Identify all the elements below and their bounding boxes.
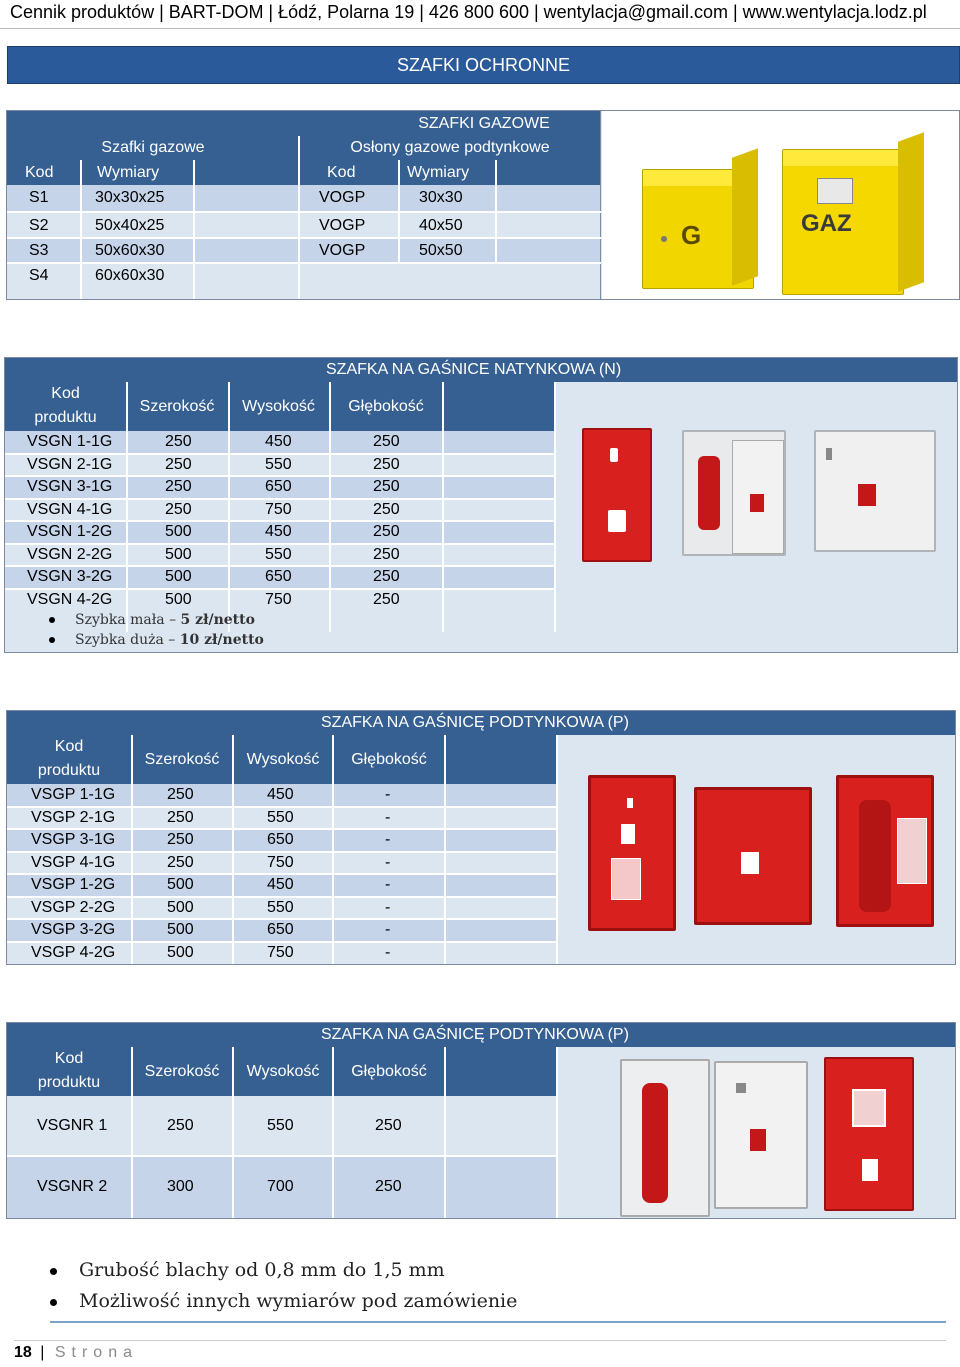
- bullet-rule: [50, 1321, 946, 1323]
- vsgn-cell: VSGN 2-1G: [27, 455, 113, 473]
- vsgp-cell: 550: [267, 898, 294, 916]
- vsgnr-h-kod: [7, 1047, 131, 1096]
- gas-cell: VOGP: [319, 242, 366, 259]
- gas-cell: S1: [29, 189, 49, 206]
- vsgnr-cell: VSGNR 2: [37, 1178, 108, 1195]
- vsgn-cell: 250: [165, 433, 192, 450]
- note-text: Szybka duża –: [75, 632, 180, 648]
- gas-section: [6, 110, 960, 300]
- vsgp-row-divider: [7, 941, 557, 943]
- vsgn-cell: 250: [373, 590, 400, 608]
- vsgn-cell: 250: [373, 545, 400, 563]
- white-cabinet-image: [714, 1061, 808, 1209]
- vsgp-cell: VSGP 1-1G: [31, 786, 116, 803]
- vsgnr-h-sz: Szerokość: [131, 1047, 233, 1096]
- vsgnr-cell: 300: [167, 1178, 194, 1195]
- vsgn-cell: 250: [373, 500, 400, 518]
- vsgp-h-sz: Szerokość: [131, 735, 233, 784]
- vsgn-cell: 550: [265, 455, 292, 473]
- vsgn-cell: 250: [165, 455, 192, 473]
- vsgn-section: [4, 357, 958, 653]
- gas-col-kod2: Kod: [299, 160, 399, 185]
- vsgp-cell: 250: [167, 831, 194, 848]
- vsgn-cell: VSGN 1-2G: [27, 523, 113, 540]
- header-rule: [0, 28, 960, 29]
- vsgn-cell: 250: [373, 478, 400, 495]
- gas-title: SZAFKI GAZOWE: [7, 111, 601, 136]
- vsgp-cell: 500: [167, 898, 194, 916]
- vsgn-cell: 250: [373, 523, 400, 540]
- vsgp-cell: 750: [267, 943, 294, 961]
- label-gaz: GAZ: [801, 210, 852, 237]
- note-price: 10 zł/netto: [179, 632, 264, 648]
- vsgp-section: [6, 710, 956, 965]
- vsgp-cell: -: [385, 943, 391, 961]
- gas-cell: 50x50: [419, 242, 463, 259]
- gas-col-kod: Kod: [7, 160, 81, 185]
- gas-cell: 40x50: [419, 217, 463, 234]
- vsgn-note-2: [49, 632, 264, 648]
- vsgp-cell: 250: [167, 786, 194, 803]
- vsgp-cell: 450: [267, 786, 294, 803]
- vsgn-cell: 450: [265, 523, 292, 540]
- vsgn-note-1: [49, 612, 255, 628]
- vsgn-cell: 250: [373, 568, 400, 585]
- bullet-icon: [50, 1299, 57, 1306]
- vsgn-cell: VSGN 4-1G: [27, 500, 113, 518]
- vsgp-cell: VSGP 3-2G: [31, 921, 116, 938]
- gas-right-title: Osłony gazowe podtynkowe: [299, 136, 601, 160]
- red-flush-cabinet-image: [588, 775, 676, 931]
- gas-cell: 60x60x30: [95, 267, 165, 284]
- white-open-cabinet-image: [682, 430, 786, 556]
- vsgn-cell: 250: [373, 433, 400, 450]
- label-g: G: [681, 220, 702, 250]
- vsgn-cell: 250: [373, 455, 400, 473]
- vsgp-cell: -: [385, 921, 391, 938]
- vsgn-cell: VSGN 2-2G: [27, 545, 113, 563]
- vsgp-row-divider: [7, 918, 557, 920]
- vsgp-cell: -: [385, 898, 391, 916]
- vsgn-cell: 250: [165, 478, 192, 495]
- vsgp-row-divider: [7, 896, 557, 898]
- vsgn-cell: 500: [165, 568, 192, 585]
- red-cabinet-image: [824, 1057, 914, 1211]
- vsgp-cell: 750: [267, 853, 294, 871]
- vsgn-cell: 550: [265, 545, 292, 563]
- vsgnr-cell: 550: [267, 1117, 294, 1134]
- vsgn-title: SZAFKA NA GAŚNICE NATYNKOWA (N): [5, 358, 957, 382]
- vsgp-cell: 650: [267, 831, 294, 848]
- gas-cell: 50x40x25: [95, 217, 165, 234]
- vsgnr-cell: 700: [267, 1178, 294, 1195]
- vsgp-cell: VSGP 4-2G: [31, 943, 116, 961]
- gas-cell: 50x60x30: [95, 242, 165, 259]
- vsgn-h-kod-line2: produktu: [34, 409, 97, 426]
- vsgn-cell: 750: [265, 500, 292, 518]
- gas-left-title: Szafki gazowe: [7, 136, 299, 160]
- vsgp-cell: -: [385, 876, 391, 893]
- vsgp-cell: VSGP 2-2G: [31, 898, 116, 916]
- vsgp-h-kod: [7, 735, 131, 784]
- vsgn-cell: VSGN 1-1G: [27, 433, 113, 450]
- vsgp-h-gl: Głębokość: [333, 735, 445, 784]
- vsgnr-h-empty: [445, 1047, 557, 1096]
- gas-cell: VOGP: [319, 189, 366, 206]
- vsgn-cell: VSGN 3-1G: [27, 478, 113, 495]
- footer-separator: |: [40, 1344, 45, 1361]
- vsgnr-cell: 250: [167, 1117, 194, 1134]
- vsgn-row-divider: [5, 543, 555, 545]
- vsgn-h-gl: Głębokość: [329, 382, 443, 431]
- vsgp-cell: 250: [167, 808, 194, 826]
- vsgp-row-divider: [7, 851, 557, 853]
- white-open-cabinet-image: [620, 1059, 710, 1217]
- vsgn-h-wy: Wysokość: [228, 382, 329, 431]
- vsgn-cell: 500: [165, 545, 192, 563]
- vsgp-h-wy: Wysokość: [233, 735, 333, 784]
- red-cabinet-image: [582, 428, 652, 562]
- bullet-text: Możliwość innych wymiarów pod zamówienie: [79, 1290, 518, 1312]
- vsgp-h-kod-line2: produktu: [37, 762, 101, 779]
- vsgp-row-divider: [7, 828, 557, 830]
- vsgp-cell: -: [385, 808, 391, 826]
- gas-image-area: [602, 111, 959, 299]
- vsgn-row-divider: [5, 475, 555, 477]
- white-cabinet-image: [814, 430, 936, 552]
- red-flush-cabinet-image: [836, 775, 934, 927]
- note-text: Szybka mała –: [75, 612, 181, 628]
- vsgn-row-divider: [5, 498, 555, 500]
- vsgn-image-area: [556, 382, 957, 632]
- gas-col-wym2: Wymiary: [399, 160, 601, 185]
- vsgp-row-divider: [7, 873, 557, 875]
- note-price: 5 zł/netto: [180, 612, 255, 628]
- vsgn-row-divider: [5, 565, 555, 567]
- vsgn-cell: 650: [265, 478, 292, 495]
- vsgn-cell: 250: [165, 500, 192, 518]
- vsgp-cell: VSGP 1-2G: [31, 876, 116, 893]
- page-footer: [14, 1344, 138, 1362]
- vsgn-h-empty: [443, 382, 555, 431]
- vsgp-cell: VSGP 3-1G: [31, 831, 116, 848]
- vsgn-cell: VSGN 4-2G: [27, 590, 113, 608]
- vsgn-cell: 450: [265, 433, 292, 450]
- vsgp-cell: 500: [167, 876, 194, 893]
- footer-rule: [14, 1340, 946, 1341]
- page-header: Cennik produktów | BART-DOM | Łódź, Polarna 19 | 426 800 600 | wentylacja@gmail.com | www.wentylacja.lodz.pl: [10, 2, 927, 22]
- vsgn-h-sz: Szerokość: [126, 382, 228, 431]
- vsgp-image-area: [558, 735, 955, 964]
- gas-cell: S2: [29, 217, 49, 234]
- bullet-icon: [50, 1268, 57, 1275]
- vsgnr-image-area: [558, 1047, 955, 1218]
- vsgp-title: SZAFKA NA GAŚNICĘ PODTYNKOWA (P): [7, 711, 955, 735]
- vsgp-h-empty: [445, 735, 557, 784]
- vsgn-h-kod: [5, 382, 126, 431]
- vsgp-cell: 650: [267, 921, 294, 938]
- bullet-text: Grubość blachy od 0,8 mm do 1,5 mm: [79, 1259, 445, 1281]
- bullet-line-1: [50, 1259, 445, 1281]
- vsgn-cell: 650: [265, 568, 292, 585]
- gas-cell: S3: [29, 242, 49, 259]
- vsgp-cell: 450: [267, 876, 294, 893]
- vsgnr-section: [6, 1022, 956, 1219]
- gas-col-wym: Wymiary: [81, 160, 299, 185]
- bullet-icon: [49, 637, 55, 643]
- vsgnr-cell: 250: [375, 1178, 402, 1195]
- vsgn-row-divider: [5, 520, 555, 522]
- vsgp-row-divider: [7, 806, 557, 808]
- vsgnr-cell: VSGNR 1: [37, 1117, 108, 1134]
- vsgnr-h-kod-line1: Kod: [54, 1050, 84, 1067]
- vsgp-cell: 500: [167, 921, 194, 938]
- vsgn-cell: 500: [165, 523, 192, 540]
- vsgn-h-kod-line1: Kod: [51, 385, 80, 402]
- footer-label: Strona: [54, 1344, 138, 1361]
- gas-cell: VOGP: [319, 217, 366, 234]
- yellow-cabinet-gaz: [782, 149, 904, 295]
- vsgp-cell: VSGP 2-1G: [31, 808, 116, 826]
- vsgp-cell: 500: [167, 943, 194, 961]
- vsgp-cell: 550: [267, 808, 294, 826]
- vsgp-cell: 250: [167, 853, 194, 871]
- vsgnr-h-wy: Wysokość: [233, 1047, 333, 1096]
- red-flush-cabinet-image: [694, 787, 812, 925]
- vsgnr-h-gl: Głębokość: [333, 1047, 445, 1096]
- vsgn-row-divider: [5, 588, 555, 590]
- vsgp-cell: -: [385, 831, 391, 848]
- vsgp-cell: -: [385, 853, 391, 871]
- vsgnr-h-kod-line2: produktu: [37, 1074, 101, 1091]
- vsgp-h-kod-line1: Kod: [54, 738, 84, 755]
- vsgn-cell: VSGN 3-2G: [27, 568, 113, 585]
- page-title: SZAFKI OCHRONNE: [7, 46, 960, 84]
- vsgn-cell: 750: [265, 590, 292, 608]
- vsgn-cell: 500: [165, 590, 192, 608]
- bullet-line-2: [50, 1290, 517, 1312]
- bullet-icon: [49, 617, 55, 623]
- vsgnr-title: SZAFKA NA GAŚNICĘ PODTYNKOWA (P): [7, 1023, 955, 1047]
- vsgp-cell: -: [385, 786, 391, 803]
- vsgnr-cell: 250: [375, 1117, 402, 1134]
- gas-cell: 30x30x25: [95, 189, 165, 206]
- vsgn-row-divider: [5, 453, 555, 455]
- page-number: 18: [14, 1344, 32, 1361]
- gas-cell: 30x30: [419, 189, 463, 206]
- vsgp-cell: VSGP 4-1G: [31, 853, 116, 871]
- gas-cell: S4: [29, 267, 49, 284]
